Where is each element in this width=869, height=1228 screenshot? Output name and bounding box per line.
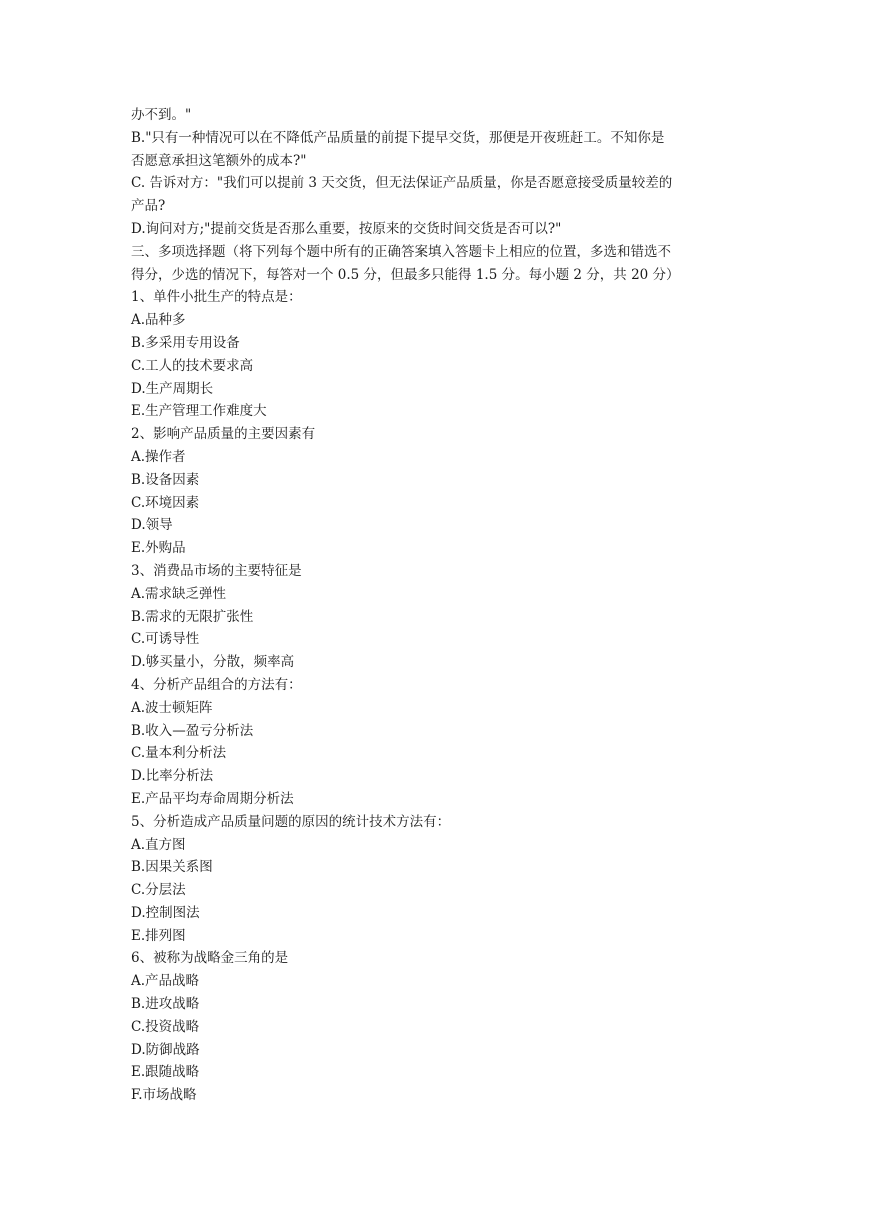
document-body <box>131 104 751 1107</box>
question-2: 2、影响产品质量的主要因素有 <box>131 426 316 443</box>
q2-option-b: B.设备因素 <box>131 471 200 488</box>
q3-option-d: D.够买量小，分散，频率高 <box>131 654 295 671</box>
q5-option-b: B.因果关系图 <box>131 859 213 876</box>
section-heading-multiple-choice: 三、多项选择题（将下列每个题中所有的正确答案填入答题卡上相应的位置，多选和错选不 <box>131 243 671 260</box>
text-line-option-c: C. 告诉对方："我们可以提前 3 天交货，但无法保证产品质量，你是否愿意接受质量较差的 <box>131 175 673 192</box>
q2-option-c: C.环境因素 <box>131 494 200 511</box>
text-line-option-d: D.询问对方;"提前交货是否那么重要，按原来的交货时间交货是否可以?" <box>131 220 562 237</box>
q1-option-e: E.生产管理工作难度大 <box>131 403 267 420</box>
q3-option-c: C.可诱导性 <box>131 631 200 648</box>
q2-option-a: A.操作者 <box>131 448 186 465</box>
q1-option-c: C.工人的技术要求高 <box>131 357 254 374</box>
text-line-option-b: B."只有一种情况可以在不降低产品质量的前提下提早交货，那便是开夜班赶工。不知你是 <box>131 129 665 146</box>
q5-option-a: A.直方图 <box>131 836 186 853</box>
question-6: 6、被称为战略金三角的是 <box>131 950 289 967</box>
q1-option-b: B.多采用专用设备 <box>131 334 240 351</box>
q6-option-f: F.市场战略 <box>131 1087 197 1104</box>
text-line-option-b-cont: 否愿意承担这笔额外的成本?" <box>131 152 307 169</box>
q6-option-b: B.进攻战略 <box>131 996 200 1013</box>
q4-option-d: D.比率分析法 <box>131 768 214 785</box>
question-4: 4、分析产品组合的方法有： <box>131 676 302 693</box>
q6-option-d: D.防御战路 <box>131 1041 200 1058</box>
q3-option-b: B.需求的无限扩张性 <box>131 608 254 625</box>
section-heading-multiple-choice-cont: 得分，少选的情况下，每答对一个 0.5 分，但最多只能得 1.5 分。每小题 2 分，共 20 分） <box>131 266 680 283</box>
q6-option-c: C.投资战略 <box>131 1018 200 1035</box>
question-3: 3、消费品市场的主要特征是 <box>131 562 302 579</box>
q3-option-a: A.需求缺乏弹性 <box>131 585 227 602</box>
text-line-option-a-tail: 办不到。" <box>131 107 192 123</box>
q2-option-d: D.领导 <box>131 517 173 534</box>
q2-option-e: E.外购品 <box>131 540 186 557</box>
q1-option-d: D.生产周期长 <box>131 380 214 397</box>
q4-option-c: C.量本利分析法 <box>131 745 227 762</box>
q6-option-a: A.产品战略 <box>131 973 200 990</box>
q5-option-d: D.控制图法 <box>131 904 200 921</box>
question-5: 5、分析造成产品质量问题的原因的统计技术方法有： <box>131 813 451 830</box>
question-1: 1、单件小批生产的特点是： <box>131 289 302 306</box>
text-line-option-c-cont: 产品? <box>131 198 166 215</box>
q4-option-e: E.产品平均寿命周期分析法 <box>131 790 294 807</box>
q5-option-e: E.排列图 <box>131 927 186 944</box>
q5-option-c: C.分层法 <box>131 882 186 899</box>
q1-option-a: A.品种多 <box>131 312 186 329</box>
q6-option-e: E.跟随战略 <box>131 1064 200 1081</box>
q4-option-a: A.波士顿矩阵 <box>131 699 213 716</box>
q4-option-b: B.收入—盈亏分析法 <box>131 722 254 739</box>
